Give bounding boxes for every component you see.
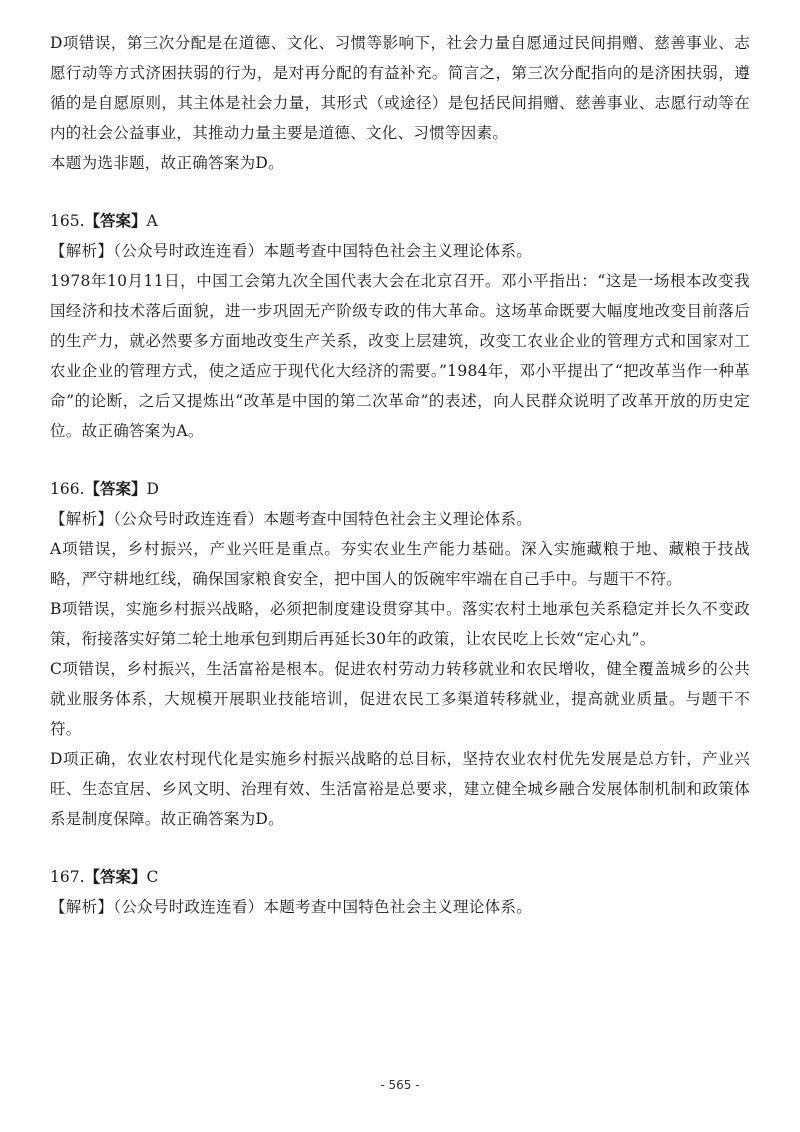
q166-option-d: D项正确，农业农村现代化是实施乡村振兴战略的总目标，坚持农业农村优先发展是总方针，产业兴旺、生态宜居、乡风文明、治理有效、生活富裕是总要求，建立健全城乡融合发展体制机制和政策体系是制度保障。故正确答案为D。 xyxy=(50,750,750,828)
intro-d-wrong: D项错误，第三次分配是在道德、文化、习惯等影响下，社会力量自愿通过民间捐赠、慈善事业、志愿行动等方式济困扶弱的行为，是对再分配的有益补充。简言之，第三次分配指向的是济困扶弱，遵循的是自愿原则，其主体是社会力量，其形式（或途径）是包括民间捐赠、慈善事业、志愿行动等在内的社会公益事业，其推动力量主要是道德、文化、习惯等因素。 xyxy=(50,34,750,142)
q165-body: 1978年10月11日，中国工会第九次全国代表大会在北京召开。邓小平指出：“这是一场根本改变我国经济和技术落后面貌，进一步巩固无产阶级专政的伟大革命。这场革命既要大幅度地改变目前落后的生产力，就必然要多方面地改变生产关系，改变上层建筑，改变工农业企业的管理方式和国家对工农业企业的管理方式，使之适应于现代化大经济的需要。”1984年，邓小平提出了“把改革当作一种革命”的论断，之后又提炼出“改革是中国的第二次革命”的表述，向人民群众说明了改革开放的历史定位。故正确答案为A。 xyxy=(50,272,750,440)
q166-option-a: A项错误，乡村振兴，产业兴旺是重点。夯实农业生产能力基础。深入实施藏粮于地、藏粮于技战略，严守耕地红线，确保国家粮食安全，把中国人的饭碗牢牢端在自己手中。与题干不符。 xyxy=(50,540,750,588)
intro-conclusion: 本题为选非题，故正确答案为D。 xyxy=(50,154,284,172)
q166-answer-line xyxy=(50,474,750,504)
q166-option-c: C项错误，乡村振兴，生活富裕是根本。促进农村劳动力转移就业和农民增收，健全覆盖城乡的公共就业服务体系，大规模开展职业技能培训，促进农民工多渠道转移就业，提高就业质量。与题干不符。 xyxy=(50,660,750,738)
spacer xyxy=(50,834,750,862)
q167-answer-label: 【答案】 xyxy=(84,867,147,886)
spacer xyxy=(50,446,750,474)
page-number: - 565 - xyxy=(380,1078,420,1092)
q166-option-b: B项错误，实施乡村振兴战略，必须把制度建设贯穿其中。落实农村土地承包关系稳定并长久不变政策，衔接落实好第二轮土地承包到期后再延长30年的政策，让农民吃上长效“定心丸”。 xyxy=(50,600,750,648)
q165-analysis: 【解析】（公众号时政连连看）本题考查中国特色社会主义理论体系。 xyxy=(50,242,533,260)
q167-answer: C xyxy=(146,868,159,886)
q165-answer-line xyxy=(50,206,750,236)
q167-number: 167. xyxy=(50,868,85,886)
q165-answer: A xyxy=(146,212,158,230)
q165-number: 165. xyxy=(50,212,85,230)
q165-answer-label: 【答案】 xyxy=(84,211,147,230)
spacer xyxy=(50,178,750,206)
q167-answer-line xyxy=(50,862,750,892)
document-page xyxy=(50,28,750,922)
q166-analysis: 【解析】（公众号时政连连看）本题考查中国特色社会主义理论体系。 xyxy=(50,510,533,528)
q166-number: 166. xyxy=(50,480,85,498)
q167-analysis: 【解析】（公众号时政连连看）本题考查中国特色社会主义理论体系。 xyxy=(50,898,533,916)
q166-answer: D xyxy=(146,480,159,498)
q166-answer-label: 【答案】 xyxy=(84,479,147,498)
